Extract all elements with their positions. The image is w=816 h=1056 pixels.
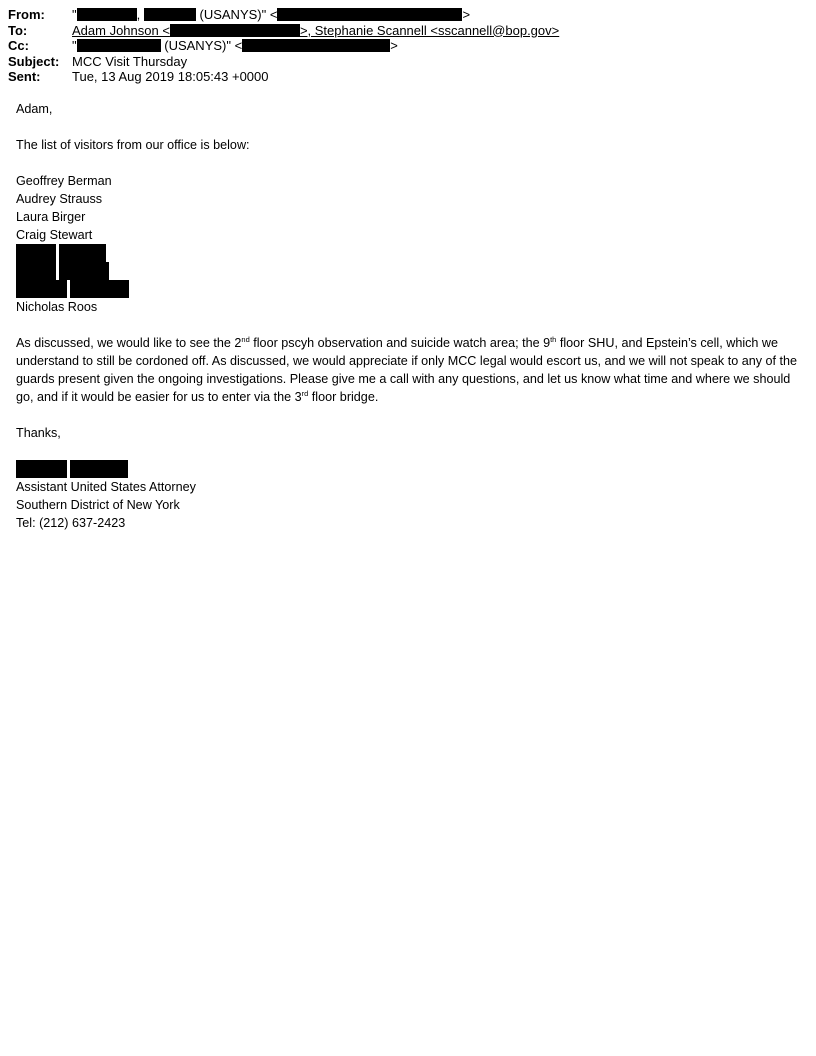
- visitor-name: Geoffrey Berman: [16, 174, 112, 188]
- redaction-box: [70, 280, 129, 298]
- redaction-box: [16, 280, 67, 298]
- subject-label: Subject:: [8, 53, 60, 69]
- greeting: Adam,: [16, 102, 53, 116]
- para-text: floor pscyh observation and suicide watch area; the 9: [249, 336, 551, 350]
- visitor-name: Nicholas Roos: [16, 300, 98, 314]
- redaction-box: [59, 262, 109, 280]
- redacted-visitor: [16, 244, 806, 262]
- cc-close: >: [390, 38, 398, 53]
- signature-office: Southern District of New York: [16, 498, 180, 512]
- para-text: As discussed, we would like to see the 2: [16, 336, 242, 350]
- redaction-box: [144, 8, 196, 21]
- from-comma: ,: [136, 7, 141, 22]
- redacted-signature-name: [16, 460, 806, 478]
- ordinal-suffix: rd: [301, 389, 309, 398]
- cc-value: [72, 38, 398, 54]
- para-text: floor SHU, and Epstein’s cell, which we understand to still be cordoned off. As discussed, we would appreciate if only MCC legal would escort us, and we will not speak to any of the guards present given the ongoing investigations. Please give me a call with any questions, and let us know what time and where we should go, and if it would be easier for us to enter via the 3: [16, 336, 798, 404]
- subject-value: MCC Visit Thursday: [72, 53, 188, 69]
- sent-value: Tue, 13 Aug 2019 18:05:43 +0000: [72, 69, 269, 84]
- body-paragraph: [16, 334, 806, 406]
- to-rest[interactable]: >, Stephanie Scannell <sscannell@bop.gov>: [299, 22, 560, 38]
- sent-label: Sent:: [8, 69, 41, 84]
- closing: Thanks,: [16, 426, 61, 440]
- redacted-visitor: [16, 280, 806, 298]
- redaction-box: [16, 262, 56, 280]
- redaction-box: [277, 8, 462, 21]
- visitor-name: Laura Birger: [16, 210, 86, 224]
- intro-text: The list of visitors from our office is below:: [16, 138, 250, 152]
- signature-title: Assistant United States Attorney: [16, 480, 196, 494]
- para-text: floor bridge.: [308, 390, 379, 404]
- email-body: [16, 100, 806, 532]
- redacted-visitor: [16, 262, 806, 280]
- redaction-box: [170, 24, 300, 37]
- from-label: From:: [8, 7, 45, 22]
- from-usanys: (USANYS)" <: [199, 7, 278, 22]
- to-label: To:: [8, 22, 28, 38]
- visitor-name: Audrey Strauss: [16, 192, 103, 206]
- cc-label: Cc:: [8, 38, 29, 53]
- ordinal-suffix: nd: [241, 335, 250, 344]
- from-quote: ": [72, 7, 77, 22]
- cc-quote: ": [72, 38, 77, 53]
- from-close: >: [462, 7, 471, 22]
- redaction-box: [77, 39, 161, 52]
- cc-usanys: (USANYS)" <: [164, 38, 243, 53]
- redaction-box: [70, 460, 128, 478]
- from-value: [72, 7, 470, 23]
- signature-phone: Tel: (212) 637-2423: [16, 516, 126, 530]
- ordinal-suffix: th: [550, 335, 557, 344]
- redaction-box: [59, 244, 106, 262]
- redaction-box: [16, 460, 67, 478]
- redaction-box: [16, 244, 56, 262]
- visitor-name: Craig Stewart: [16, 228, 93, 242]
- to-name[interactable]: Adam Johnson <: [72, 22, 170, 38]
- redaction-box: [77, 8, 137, 21]
- redaction-box: [242, 39, 390, 52]
- to-value[interactable]: [72, 23, 559, 39]
